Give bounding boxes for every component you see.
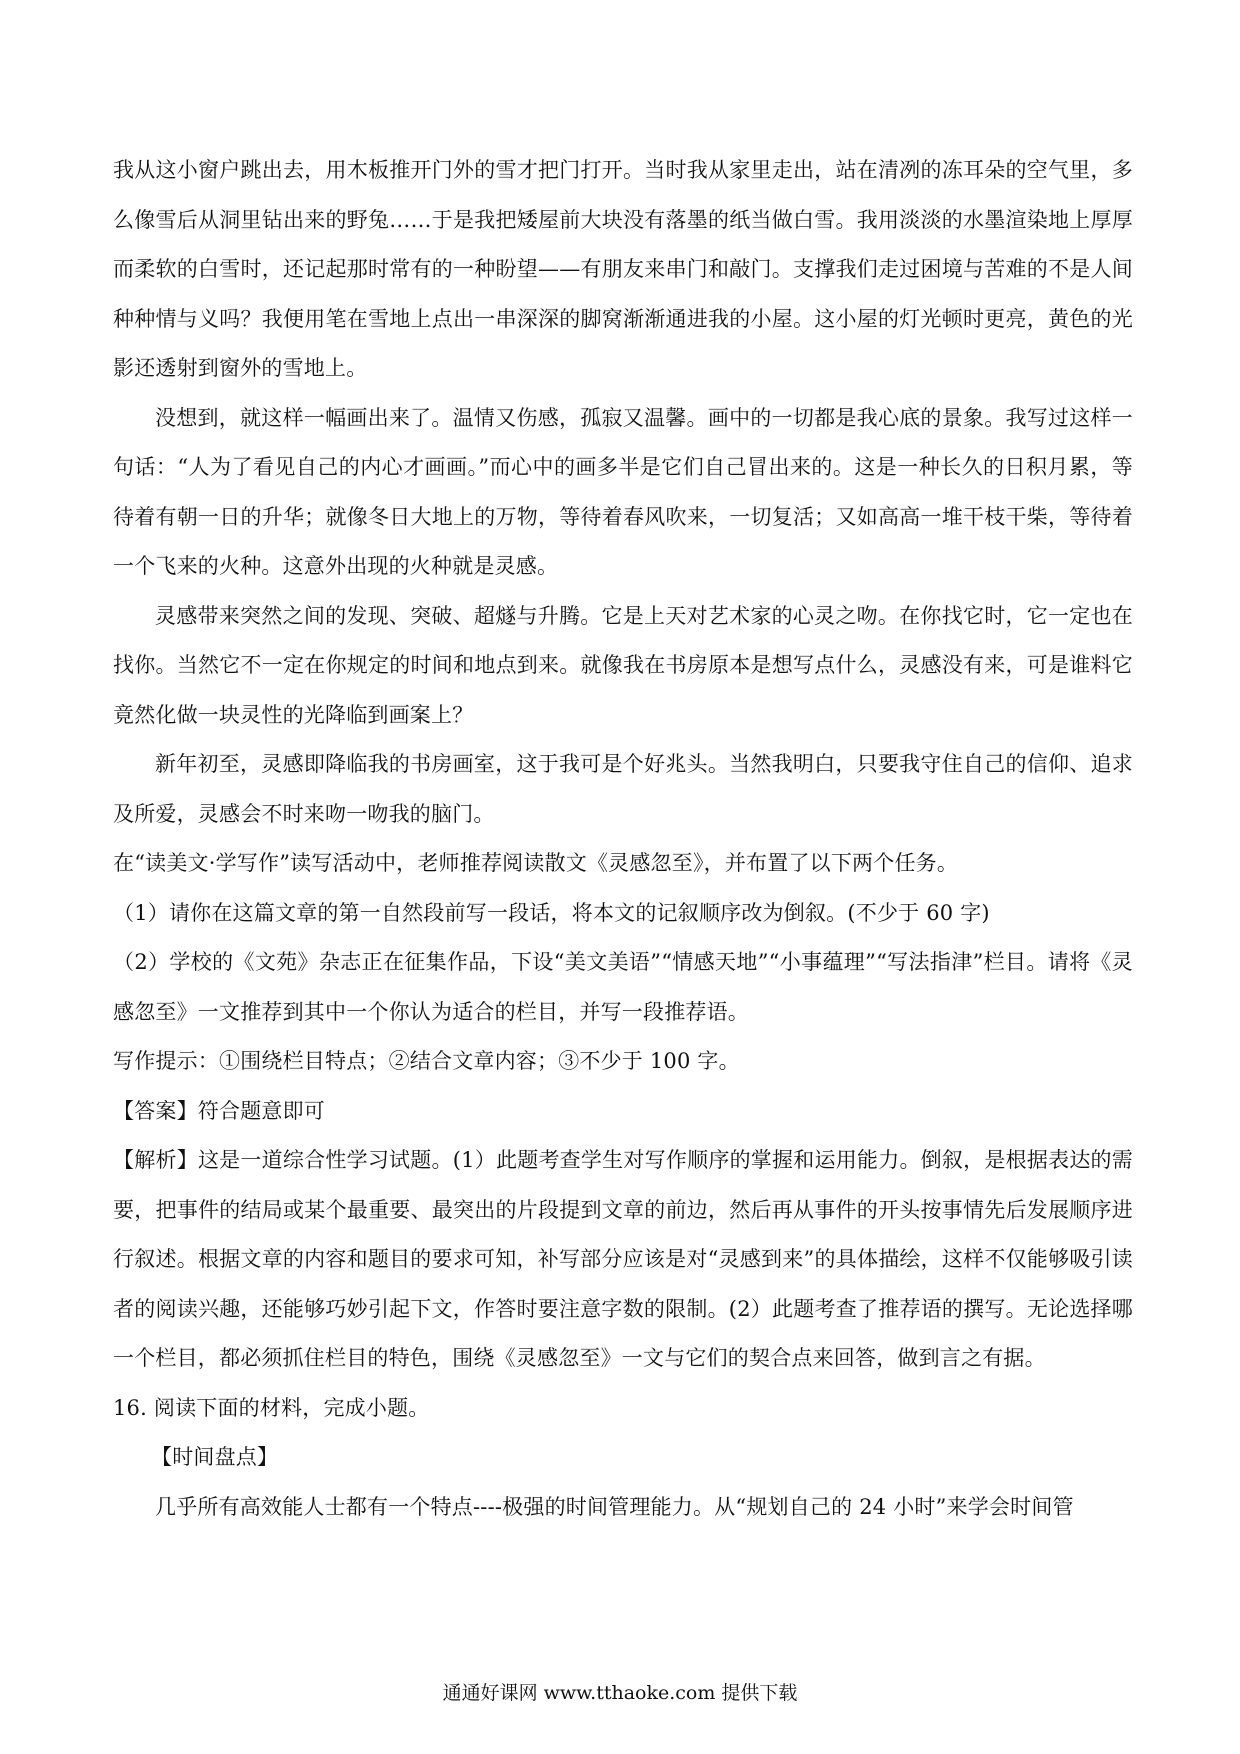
task-2: （2）学校的《文苑》杂志正在征集作品，下设“美文美语”“情感天地”“小事蕴理”“写法指津”栏目。请将《灵感忽至》一文推荐到其中一个你认为适合的栏目，并写一段推荐语。 [113, 950, 1133, 1024]
paragraph-4: 新年初至，灵感即降临我的书房画室，这于我可是个好兆头。当然我明白，只要我守住自己的信仰、追求及所爱，灵感会不时来吻一吻我的脑门。 [113, 752, 1133, 826]
task-intro: 在“读美文·学写作”读写活动中，老师推荐阅读散文《灵感忽至》，并布置了以下两个任务。 [113, 851, 959, 875]
section-heading: 【时间盘点】 [151, 1445, 279, 1469]
analysis: 【解析】这是一道综合性学习试题。(1）此题考查学生对写作顺序的掌握和运用能力。倒叙，是根据表达的需要，把事件的结局或某个最重要、最突出的片段提到文章的前边，然后再从事件的开头按事情先后发展顺序进行叙述。根据文章的内容和题目的要求可知，补写部分应该是对“灵感到来”的具体描绘，这样不仅能够吸引读者的阅读兴趣，还能够巧妙引起下文，作答时要注意字数的限制。(2）此题考查了推荐语的撰写。无论选择哪一个栏目，都必须抓住栏目的特色，围绕《灵感忽至》一文与它们的契合点来回答，做到言之有据。 [113, 1148, 1133, 1370]
writing-tip: 写作提示：①围绕栏目特点；②结合文章内容；③不少于 100 字。 [113, 1049, 740, 1073]
paragraph-3: 灵感带来突然之间的发现、突破、超燧与升腾。它是上天对艺术家的心灵之吻。在你找它时，它一定也在找你。当然它不一定在你规定的时间和地点到来。就像我在书房原本是想写点什么，灵感没有来，可是谁料它竟然化做一块灵性的光降临到画案上？ [113, 603, 1133, 727]
paragraph-1: 我从这小窗户跳出去，用木板推开门外的雪才把门打开。当时我从家里走出，站在清冽的冻耳朵的空气里，多么像雪后从洞里钻出来的野兔……于是我把矮屋前大块没有落墨的纸当做白雪。我用淡淡的水墨渲染地上厚厚而柔软的白雪时，还记起那时常有的一种盼望——有朋友来串门和敲门。支撑我们走过困境与苦难的不是人间种种情与义吗？我便用笔在雪地上点出一串深深的脚窝渐渐通进我的小屋。这小屋的灯光顿时更亮，黄色的光影还透射到窗外的雪地上。 [113, 158, 1133, 380]
task-1: （1）请你在这篇文章的第一自然段前写一段话，将本文的记叙顺序改为倒叙。(不少于 60 字) [113, 900, 990, 925]
section-text: 几乎所有高效能人士都有一个特点----极强的时间管理能力。从“规划自己的 24 小时”来学会时间管 [155, 1494, 1074, 1519]
answer: 【答案】符合题意即可 [113, 1098, 325, 1123]
question-16: 16. 阅读下面的材料，完成小题。 [113, 1395, 430, 1420]
page-footer: 通通好课网 www.tthaoke.com 提供下载 [442, 1682, 798, 1704]
paragraph-2: 没想到，就这样一幅画出来了。温情又伤感，孤寂又温馨。画中的一切都是我心底的景象。我写过这样一句话：“人为了看见自己的内心才画画。”而心中的画多半是它们自己冒出来的。这是一种长久的日积月累，等待着有朝一日的升华；就像冬日大地上的万物，等待着春风吹来，一切复活；又如高高一堆干枝干柴，等待着一个飞来的火种。这意外出现的火种就是灵感。 [113, 405, 1133, 578]
document-body [113, 146, 1133, 1532]
